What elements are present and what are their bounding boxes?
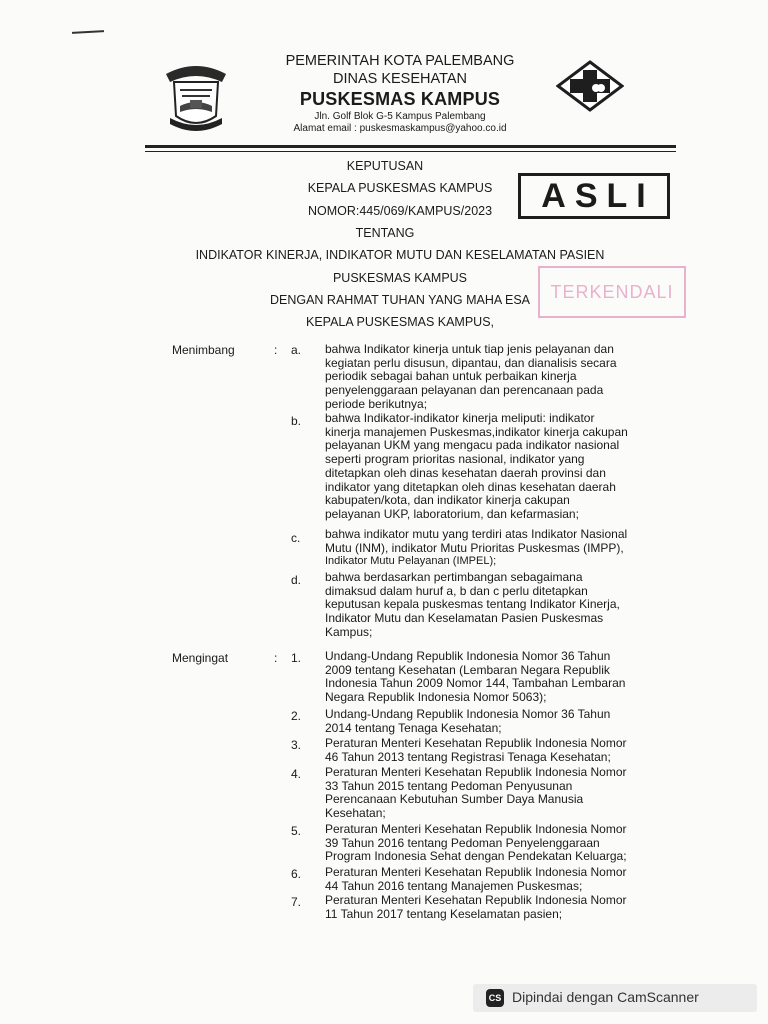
mengingat-item-2	[325, 708, 652, 735]
text-line: Negara Republik Indonesia Nomor 5063);	[325, 690, 547, 705]
camscanner-icon: CS	[486, 989, 504, 1007]
mengingat-colon: :	[274, 651, 278, 665]
text-line: bahwa berdasarkan pertimbangan sebagaimana	[325, 570, 583, 584]
header-rule-thick	[145, 145, 676, 148]
text-line: Perencanaan Kebutuhan Sumber Daya Manusia	[325, 792, 584, 807]
text-line: ditetapkan oleh dinas kesehatan daerah provinsi dan	[325, 465, 606, 480]
text-line: dimaksud dalam huruf a, b dan c perlu ditetapkan	[325, 583, 588, 598]
menimbang-item-d	[325, 571, 652, 640]
text-line: bahwa Indikator-indikator kinerja meliputi: indikator	[325, 411, 595, 425]
title-keputusan: KEPUTUSAN	[346, 159, 424, 173]
palembang-emblem-icon	[160, 60, 232, 136]
menimbang-marker-d: d.	[291, 573, 302, 587]
mengingat-item-7	[325, 894, 652, 921]
mengingat-item-6	[325, 866, 652, 893]
mengingat-marker-2: 2.	[291, 709, 302, 723]
text-line: Program Indonesia Sehat dengan Pendekatan Keluarga;	[325, 849, 627, 864]
mengingat-marker-5: 5.	[291, 824, 302, 838]
mengingat-marker-1: 1.	[291, 651, 302, 665]
text-line: periode berikutnya;	[325, 396, 428, 411]
text-line: Indonesia Tahun 2009 Nomor 144, Tambahan Lembaran	[325, 676, 626, 691]
menimbang-item-c	[325, 528, 652, 569]
text-line: indikator yang ditetapkan oleh dinas kesehatan daerah	[325, 479, 616, 494]
header-department: DINAS KESEHATAN	[332, 71, 468, 87]
text-line: Undang-Undang Republik Indonesia Nomor 36 Tahun	[325, 649, 611, 663]
menimbang-item-b	[325, 412, 652, 522]
text-line: Peraturan Menteri Kesehatan Republik Indonesia Nomor	[325, 893, 627, 907]
text-line: 2009 tentang Kesehatan (Lembaran Negara Republik	[325, 662, 610, 677]
title-kepala: KEPALA PUSKESMAS KAMPUS	[307, 181, 493, 195]
mengingat-item-3	[325, 737, 652, 764]
text-line: Mutu (INM), indikator Mutu Prioritas Puskesmas (IMPP),	[325, 540, 624, 555]
menimbang-colon: :	[274, 343, 278, 357]
header-address: Jln. Golf Blok G-5 Kampus Palembang	[314, 111, 486, 122]
text-line: Peraturan Menteri Kesehatan Republik Indonesia Nomor	[325, 822, 627, 836]
text-line: kabupaten/kota, dan indikator kinerja cakupan	[325, 493, 570, 508]
stamp-asli: ASLI	[518, 173, 670, 219]
header-email: Alamat email : puskesmaskampus@yahoo.co.id	[293, 123, 507, 134]
header-institution: PUSKESMAS KAMPUS	[299, 89, 501, 109]
mengingat-marker-3: 3.	[291, 738, 302, 752]
title-nomor: NOMOR:445/069/KAMPUS/2023	[307, 204, 493, 218]
mengingat-marker-6: 6.	[291, 867, 302, 881]
text-line: pelayanan UKM yang mengacu pada indikator nasional	[325, 438, 620, 453]
text-line: 46 Tahun 2013 tentang Registrasi Tenaga Kesehatan;	[325, 749, 611, 764]
text-line: pelayanan UKP, laboratorium, dan kefarmasian;	[325, 506, 579, 521]
text-line: Indikator Mutu dan Keselamatan Pasien Puskesmas	[325, 611, 604, 626]
mengingat-item-1	[325, 650, 652, 705]
puskesmas-logo-icon	[556, 60, 624, 112]
text-line: Peraturan Menteri Kesehatan Republik Indonesia Nomor	[325, 865, 627, 879]
pen-mark	[72, 30, 104, 34]
text-line: 2014 tentang Tenaga Kesehatan;	[325, 720, 502, 735]
mengingat-item-5	[325, 823, 652, 864]
text-line: periodik sebagai bahan untuk perbaikan kinerja	[325, 369, 577, 384]
menimbang-marker-b: b.	[291, 414, 302, 428]
title-subject-line2: PUSKESMAS KAMPUS	[332, 271, 468, 285]
text-line: Peraturan Menteri Kesehatan Republik Indonesia Nomor	[325, 765, 627, 779]
title-rahmat: DENGAN RAHMAT TUHAN YANG MAHA ESA	[269, 293, 530, 307]
scanner-caption: Dipindai dengan CamScanner	[512, 989, 699, 1005]
menimbang-marker-c: c.	[291, 531, 301, 545]
text-line: Kampus;	[325, 624, 373, 639]
mengingat-marker-4: 4.	[291, 767, 302, 781]
mengingat-label: Mengingat	[172, 651, 229, 665]
mengingat-item-4	[325, 766, 652, 821]
text-line: bahwa Indikator kinerja untuk tiap jenis pelayanan dan	[325, 342, 614, 356]
menimbang-item-a	[325, 343, 652, 412]
menimbang-marker-a: a.	[291, 343, 302, 357]
header-rule-thin	[145, 151, 676, 152]
text-line: 33 Tahun 2015 tentang Pedoman Penyusunan	[325, 778, 573, 793]
text-line: keputusan kepala puskesmas tentang Indikator Kinerja,	[325, 597, 620, 612]
header-government: PEMERINTAH KOTA PALEMBANG	[285, 53, 515, 69]
text-line: bahwa indikator mutu yang terdiri atas Indikator Nasional	[325, 527, 628, 541]
mengingat-marker-7: 7.	[291, 895, 302, 909]
text-line: kinerja manajemen Puskesmas,indikator kinerja cakupan	[325, 424, 628, 439]
text-line: Undang-Undang Republik Indonesia Nomor 36 Tahun	[325, 707, 611, 721]
stamp-terkendali: TERKENDALI	[538, 266, 686, 318]
text-line: Indikator Mutu Pelayanan (IMPEL);	[325, 555, 497, 568]
title-tentang: TENTANG	[355, 226, 415, 240]
text-line: Peraturan Menteri Kesehatan Republik Indonesia Nomor	[325, 736, 627, 750]
text-line: Kesehatan;	[325, 806, 386, 821]
text-line: 39 Tahun 2016 tentang Pedoman Penyelenggaraan	[325, 835, 600, 850]
text-line: seperti program prioritas nasional, indikator yang	[325, 452, 585, 467]
title-kepala-closing: KEPALA PUSKESMAS KAMPUS,	[305, 315, 495, 329]
text-line: 44 Tahun 2016 tentang Manajemen Puskesmas;	[325, 878, 583, 893]
menimbang-label: Menimbang	[172, 343, 235, 357]
title-subject-line1: INDIKATOR KINERJA, INDIKATOR MUTU DAN KESELAMATAN PASIEN	[195, 248, 605, 262]
text-line: kegiatan perlu disusun, dipantau, dan dianalisis secara	[325, 355, 617, 370]
text-line: 11 Tahun 2017 tentang Keselamatan pasien;	[325, 906, 563, 921]
text-line: penyelenggaraan pelayanan dan perencanaan pada	[325, 383, 604, 398]
